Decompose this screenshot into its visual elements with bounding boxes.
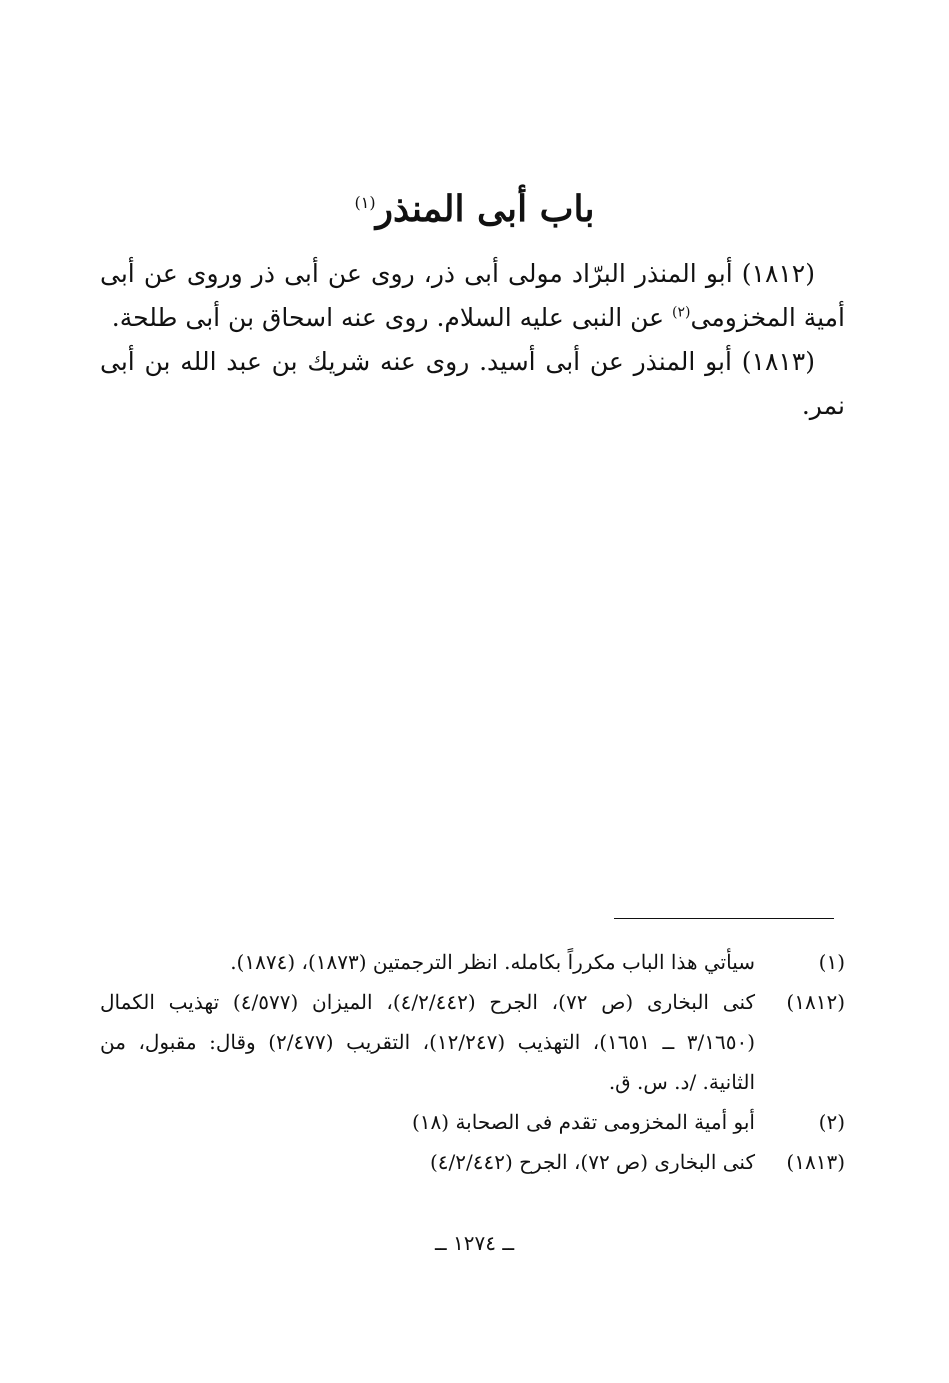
entry-footnote-ref: (٢) <box>672 304 691 321</box>
footnote-marker: (١٨١٣) <box>786 1150 845 1174</box>
entry-text-continued: عن النبى عليه السلام. روى عنه اسحاق بن أبى طلحة. <box>111 303 673 332</box>
footnote-text: كنى البخارى (ص ٧٢)، الجرح (٤/٢/٤٤٢)، الميزان (٤/٥٧٧) تهذيب الكمال (٣/١٦٥٠ ــ ١٦٥١)، التهذيب (١٢/٢٤٧)، التقريب (٢/٤٧٧) وقال: مقبول، من الثانية. /د. س. ق. <box>100 990 756 1094</box>
footnote-text: سيأتي هذا الباب مكرراً بكامله. انظر الترجمتين (١٨٧٣)، (١٨٧٤). <box>230 950 755 974</box>
footnote-2 <box>100 1102 845 1142</box>
entry-number: (١٨١٢) <box>741 259 815 288</box>
chapter-title-text: باب أبى المنذر <box>375 188 595 231</box>
main-text <box>100 252 845 428</box>
chapter-title-footnote-ref: (١) <box>354 193 376 213</box>
entry-text: أبو المنذر عن أبى أسيد. روى عنه شريك بن عبد الله بن أبى نمر. <box>100 347 845 420</box>
footnote-1812 <box>100 982 845 1102</box>
footnote-marker: (٢) <box>818 1110 845 1134</box>
entry-number: (١٨١٣) <box>741 347 815 376</box>
footnote-marker: (١) <box>818 950 845 974</box>
entry-1812 <box>100 252 845 340</box>
footnote-marker: (١٨١٢) <box>786 990 845 1014</box>
footnote-text: كنى البخارى (ص ٧٢)، الجرح (٤/٢/٤٤٢) <box>429 1150 755 1174</box>
entry-text: أبو المنذر البرّاد مولى أبى ذر، روى عن أبى ذر وروى عن أبى أمية المخزومى <box>100 259 845 332</box>
footnotes-section <box>100 942 845 1182</box>
footnote-1813 <box>100 1142 845 1182</box>
footnote-text: أبو أمية المخزومى تقدم فى الصحابة (١٨) <box>411 1110 755 1134</box>
page-number: ــ ١٢٧٤ ــ <box>434 1231 515 1255</box>
chapter-title <box>0 179 949 239</box>
footnote-divider <box>614 918 834 919</box>
footnote-1 <box>100 942 845 982</box>
entry-1813 <box>100 340 845 428</box>
